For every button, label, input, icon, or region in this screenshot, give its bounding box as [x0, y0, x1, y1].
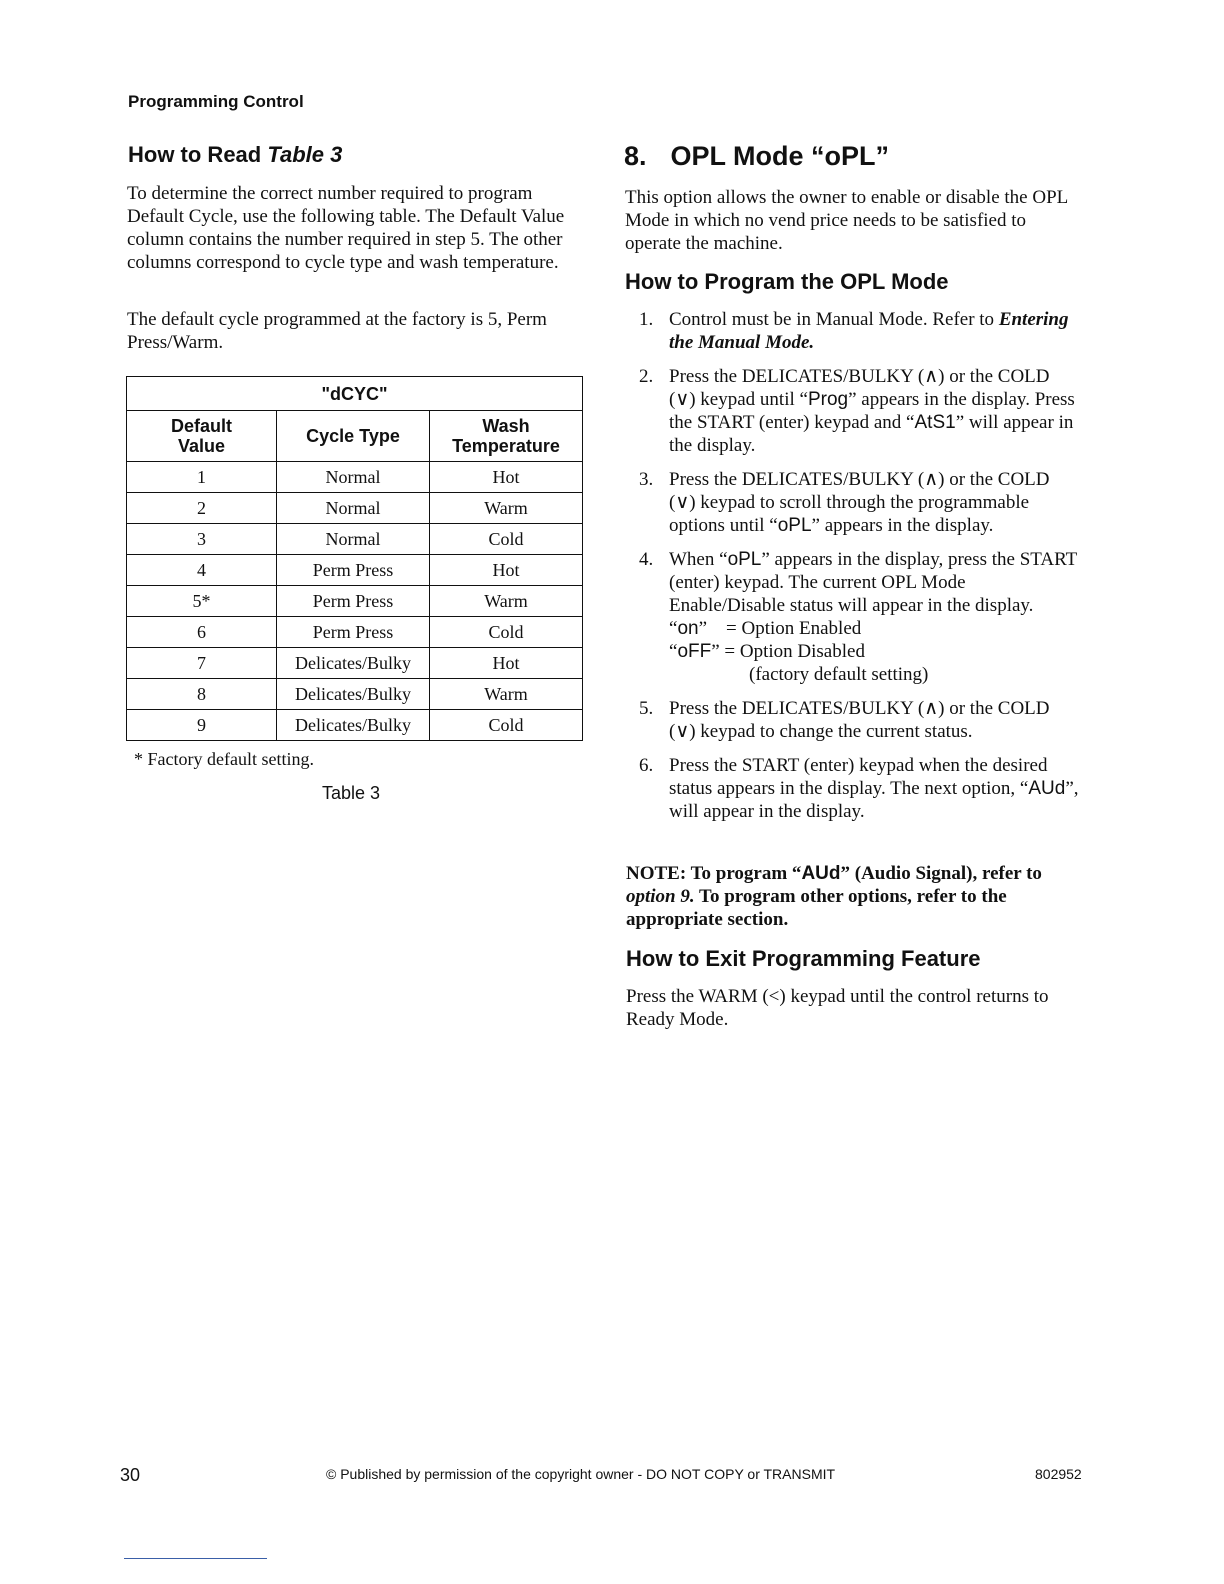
read-table-heading-prefix: How to Read [128, 142, 268, 167]
cell-cycle-type: Perm Press [277, 586, 430, 617]
step-text: Press the DELICATES/BULKY (∧) or the COLD (∨) keypad to scroll through the programmable options until “ [669, 469, 1050, 536]
cell-wash-temperature: Cold [430, 710, 583, 741]
step-text: Press the DELICATES/BULKY (∧) or the COLD (∨) keypad until “ [669, 366, 1050, 410]
table-row [127, 648, 583, 679]
read-table-heading [128, 142, 342, 168]
table-footnote: * Factory default setting. [134, 749, 314, 769]
footer-rule [124, 1558, 267, 1559]
step-text: ” will appear in the display. [669, 412, 1074, 456]
cell-wash-temperature: Warm [430, 586, 583, 617]
step-item [625, 468, 1080, 537]
cell-cycle-type: Delicates/Bulky [277, 710, 430, 741]
cell-default-value: 8 [127, 679, 277, 710]
exit-heading: How to Exit Programming Feature [626, 946, 981, 971]
column-header-cycle-type: Cycle Type [277, 411, 430, 462]
dcyc-table [126, 376, 583, 741]
display-code: Prog [807, 389, 849, 410]
step-item [625, 365, 1080, 457]
column-header-default-value: Default Value [127, 411, 277, 462]
read-table-heading-emph: Table 3 [267, 142, 343, 167]
step-text: When “ [669, 549, 728, 570]
table-row [127, 555, 583, 586]
cell-default-value: 3 [127, 524, 277, 555]
table-caption-cell: "dCYC" [127, 377, 583, 411]
document-number: 802952 [1035, 1466, 1082, 1482]
cell-wash-temperature: Warm [430, 493, 583, 524]
step-number: 1. [639, 309, 654, 330]
column-header-wash-temperature: Wash Temperature [430, 411, 583, 462]
table-row [127, 710, 583, 741]
display-code: on [677, 618, 699, 639]
program-steps [625, 308, 1080, 834]
cell-wash-temperature: Hot [430, 555, 583, 586]
cell-default-value: 7 [127, 648, 277, 679]
display-code: AUd [1028, 778, 1066, 799]
step-number: 5. [639, 698, 654, 719]
cell-cycle-type: Normal [277, 493, 430, 524]
table-row [127, 462, 583, 493]
step-text: ” appears in the display, press the START (enter) keypad. The current OPL Mode Enable/Disable status will appear in the display. [669, 549, 1077, 616]
cell-wash-temperature: Hot [430, 462, 583, 493]
step-number: 4. [639, 549, 654, 570]
cell-wash-temperature: Cold [430, 617, 583, 648]
cell-default-value: 9 [127, 710, 277, 741]
cell-cycle-type: Perm Press [277, 617, 430, 648]
read-table-intro: To determine the correct number required to program Default Cycle, use the following table. The Default Value column contains the number required in step 5. The other columns correspond to cycle type and wash temperature. [127, 183, 565, 273]
table-row [127, 679, 583, 710]
cell-wash-temperature: Cold [430, 524, 583, 555]
cell-default-value: 2 [127, 493, 277, 524]
cell-default-value: 6 [127, 617, 277, 648]
exit-text: Press the WARM (<) keypad until the control returns to Ready Mode. [626, 986, 1049, 1030]
cell-cycle-type: Normal [277, 524, 430, 555]
cell-default-value: 1 [127, 462, 277, 493]
step-reference: Entering the Manual Mode. [669, 309, 1069, 353]
program-heading: How to Program the OPL Mode [625, 269, 949, 294]
display-code: oFF [677, 641, 712, 662]
cell-default-value: 5* [127, 586, 277, 617]
note-text: NOTE: To program “ [626, 863, 802, 884]
running-head: Programming Control [128, 92, 304, 111]
status-on-text: = Option Enabled [726, 618, 862, 639]
status-on-line: “on” = Option Enabled [669, 618, 862, 639]
step-number: 6. [639, 755, 654, 776]
step-text: Press the START (enter) keypad when the desired status appears in the display. The next option, “ [669, 755, 1048, 799]
cell-default-value: 4 [127, 555, 277, 586]
step-text: Press the DELICATES/BULKY (∧) or the COLD (∨) keypad to change the current status. [669, 698, 1050, 742]
display-code: AtS1 [914, 412, 956, 433]
note-emph: option 9. [626, 886, 695, 907]
section-heading [624, 141, 889, 172]
step-number: 3. [639, 469, 654, 490]
cell-cycle-type: Perm Press [277, 555, 430, 586]
copyright-notice: © Published by permission of the copyright owner - DO NOT COPY or TRANSMIT [326, 1466, 836, 1482]
opl-intro: This option allows the owner to enable or disable the OPL Mode in which no vend price needs to be satisfied to operate the machine. [625, 187, 1068, 254]
step-text: ” appears in the display. Press the START (enter) keypad and “ [669, 389, 1075, 433]
section-title: OPL Mode “oPL” [670, 141, 890, 171]
step-item [625, 308, 1080, 354]
cell-wash-temperature: Warm [430, 679, 583, 710]
step-text: Control must be in Manual Mode. Refer to [669, 309, 999, 330]
cell-cycle-type: Normal [277, 462, 430, 493]
table-row [127, 617, 583, 648]
step-item [625, 697, 1080, 743]
factory-default-paragraph: The default cycle programmed at the factory is 5, Perm Press/Warm. [127, 309, 547, 353]
factory-default-note: (factory default setting) [749, 664, 929, 685]
table-row [127, 524, 583, 555]
table-row [127, 493, 583, 524]
step-text: ” appears in the display. [811, 515, 994, 536]
section-number: 8. [624, 141, 647, 171]
cell-cycle-type: Delicates/Bulky [277, 648, 430, 679]
step-item [625, 754, 1080, 823]
cell-cycle-type: Delicates/Bulky [277, 679, 430, 710]
note-text: To program other options, refer to the appropriate section. [626, 886, 1007, 930]
table-label: Table 3 [322, 783, 381, 803]
step-item [625, 548, 1080, 686]
step-number: 2. [639, 366, 654, 387]
cell-wash-temperature: Hot [430, 648, 583, 679]
note-text: ” (Audio Signal), refer to [840, 863, 1042, 884]
display-code: oPL [727, 549, 762, 570]
display-code: oPL [777, 515, 812, 536]
display-code: AUd [801, 863, 841, 884]
step-text: ”, will appear in the display. [669, 778, 1079, 822]
note-paragraph [626, 862, 1084, 931]
status-off-line: “oFF” = Option Disabled [669, 641, 865, 662]
status-off-text: = Option Disabled [724, 641, 865, 662]
page-number: 30 [120, 1465, 141, 1485]
table-row [127, 586, 583, 617]
